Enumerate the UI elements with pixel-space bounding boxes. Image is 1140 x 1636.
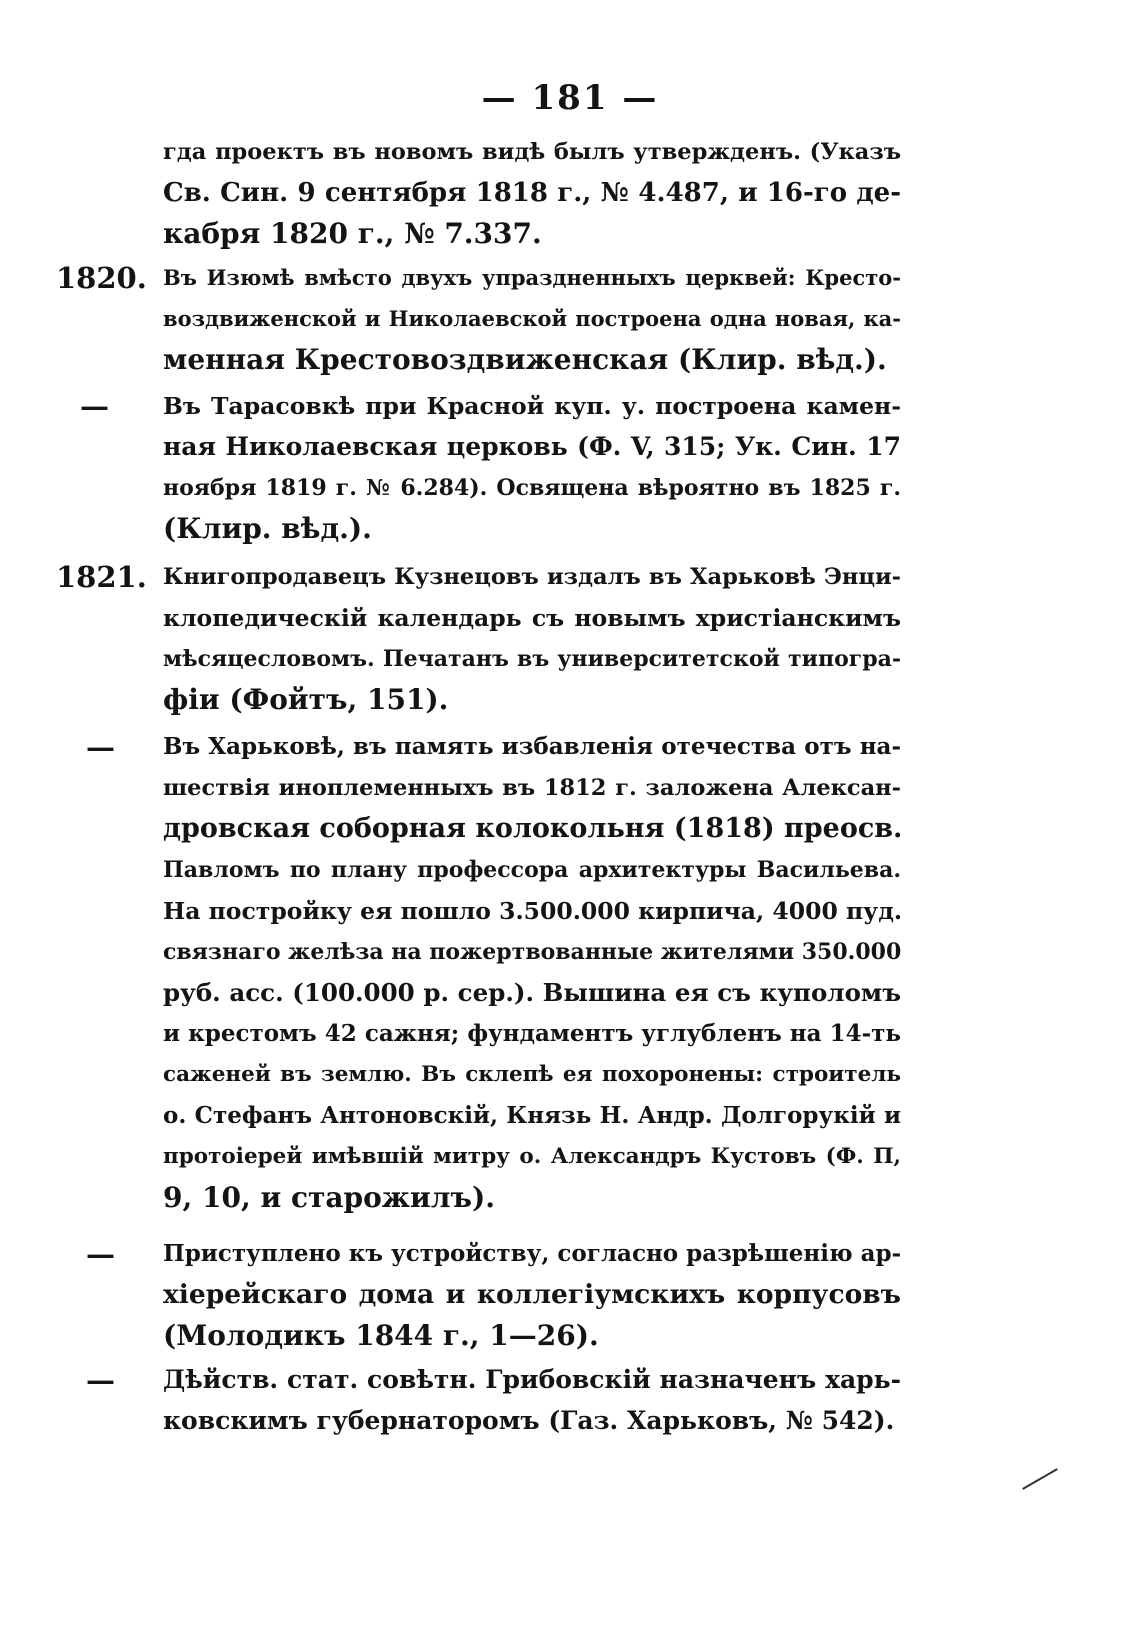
text-line: и крестомъ 42 сажня; фундаментъ углубленъ на 14-ть <box>163 1020 901 1047</box>
text-line: 9, 10, и старожилъ). <box>163 1181 496 1214</box>
dash-marker: — <box>86 1363 115 1397</box>
text-line: хіерейскаго дома и коллегіумскихъ корпусовъ <box>163 1279 901 1310</box>
text-line: Въ Изюмѣ вмѣсто двухъ упраздненныхъ церквей: Кресто- <box>163 265 901 290</box>
text-line: Дѣйств. стат. совѣтн. Грибовскій назначенъ харь- <box>163 1365 901 1394</box>
text-line: На постройку ея пошло 3.500.000 кирпича, 4000 пуд. <box>163 897 903 925</box>
text-line: Св. Син. 9 сентября 1818 г., № 4.487, и 16-го де- <box>163 178 901 208</box>
text-line: (Клир. вѣд.). <box>163 512 372 545</box>
text-line: фіи (Фойтъ, 151). <box>163 683 449 716</box>
year-marker: 1820. <box>56 261 147 295</box>
page-number: — 181 — <box>481 78 659 118</box>
dash-marker: — <box>80 389 109 423</box>
dash-marker: — <box>86 1237 115 1271</box>
text-line: гда проектъ въ новомъ видѣ былъ утвержденъ. (Указъ <box>163 139 901 165</box>
text-line: ная Николаевская церковь (Ф. V, 315; Ук. Син. 17 <box>163 432 901 461</box>
text-line: Книгопродавецъ Кузнецовъ издалъ въ Харьковѣ Энци- <box>163 564 901 590</box>
text-line: Въ Харьковѣ, въ память избавленія отечества отъ на- <box>163 733 901 760</box>
text-line: Приступлено къ устройству, согласно разрѣшенію ар- <box>163 1240 902 1267</box>
text-line: о. Стефанъ Антоновскій, Князь Н. Андр. Долгорукій и <box>163 1102 901 1129</box>
text-line: саженей въ землю. Въ склепѣ ея похоронены: строитель <box>163 1062 901 1087</box>
text-line: руб. асс. (100.000 р. сер.). Вышина ея съ куполомъ <box>163 978 901 1007</box>
text-line: мѣсяцесловомъ. Печатанъ въ университетской типогра- <box>163 646 901 672</box>
text-line: менная Крестовоздвиженская (Клир. вѣд.). <box>163 343 887 376</box>
text-line: ковскимъ губернаторомъ (Газ. Харьковъ, № 542). <box>163 1406 895 1435</box>
text-line: Павломъ по плану профессора архитектуры Васильева. <box>163 857 901 883</box>
text-line: (Молодикъ 1844 г., 1—26). <box>163 1319 599 1352</box>
text-line: кабря 1820 г., № 7.337. <box>163 217 542 250</box>
text-line: протоіерей имѣвшій митру о. Александръ Кустовъ (Ф. П, <box>163 1144 901 1169</box>
text-line: дровская соборная колокольня (1818) преосв. <box>163 813 903 844</box>
ink-smudge <box>1022 1468 1058 1490</box>
text-line: Въ Тарасовкѣ при Красной куп. у. построена камен- <box>163 392 901 420</box>
dash-marker: — <box>86 730 115 764</box>
text-line: воздвиженской и Николаевской построена одна новая, ка- <box>163 306 901 331</box>
text-line: клопедическій календарь съ новымъ христіанскимъ <box>163 604 901 632</box>
text-line: связнаго желѣза на пожертвованные жителями 350.000 <box>163 939 902 965</box>
year-marker: 1821. <box>56 560 147 594</box>
text-line: ноября 1819 г. № 6.284). Освящена вѣроятно въ 1825 г. <box>163 475 901 501</box>
text-line: шествія иноплеменныхъ въ 1812 г. заложена Алексан- <box>163 775 901 801</box>
